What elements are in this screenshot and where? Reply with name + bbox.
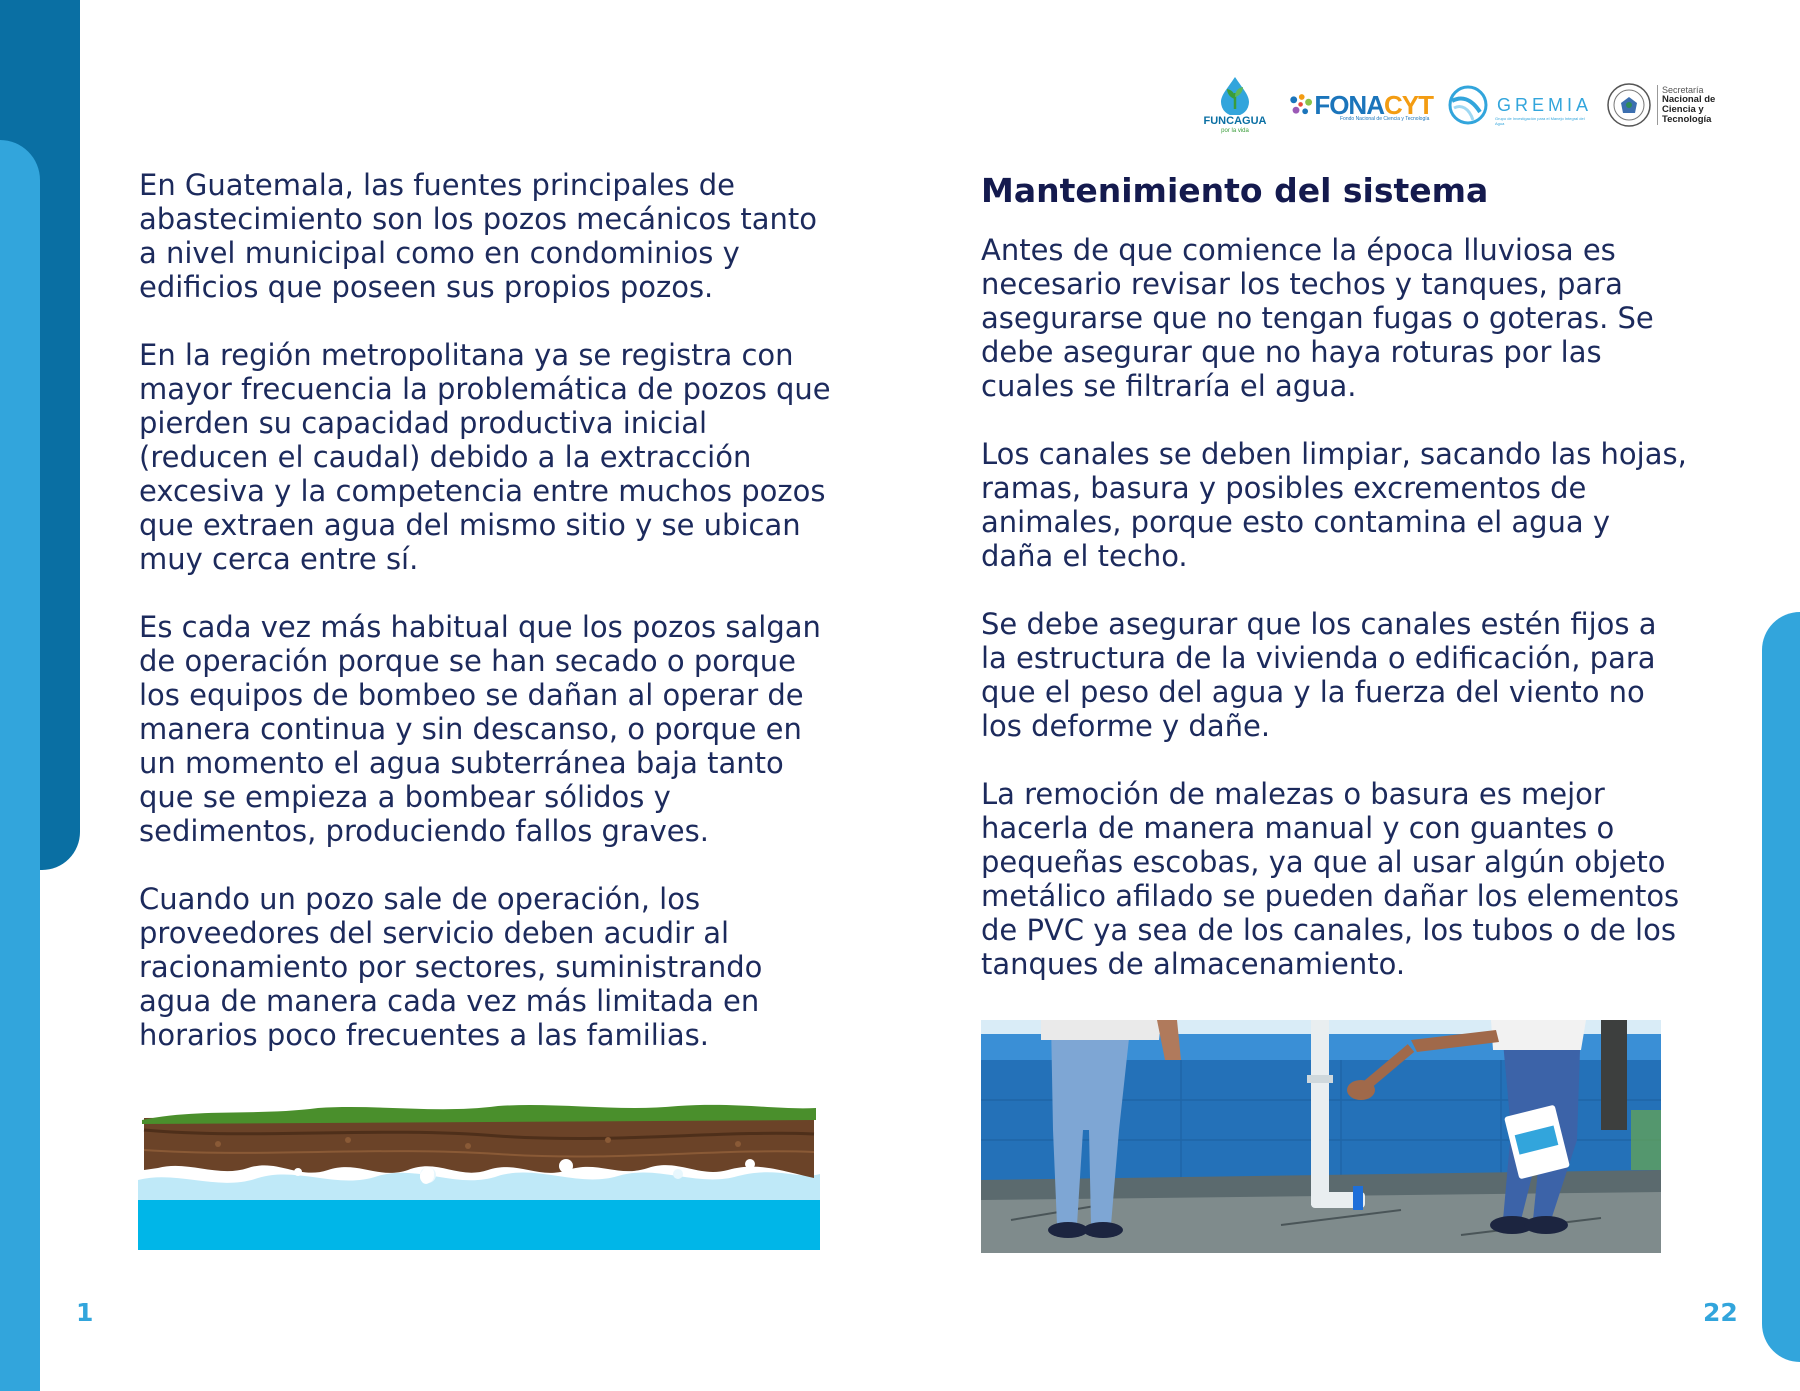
soil-groundwater-illustration (138, 1100, 820, 1250)
left-paragraph-1 (139, 168, 839, 304)
text-line: manera continua y sin descanso, o porque en (139, 712, 802, 746)
text-line: horarios poco frecuentes a las familias. (139, 1018, 709, 1052)
text-line: Se debe asegurar que los canales estén fijos a (981, 607, 1657, 641)
funcagua-tagline: por la vida (1221, 128, 1249, 134)
right-paragraph-4 (981, 777, 1681, 981)
fonacyt-tagline: Fondo Nacional de Ciencia y Tecnología (1340, 116, 1430, 122)
text-line: En Guatemala, las fuentes principales de (139, 168, 735, 202)
text-line: que extraen agua del mismo sitio y se ubican (139, 508, 801, 542)
fonacyt-name-a: FONA (1314, 89, 1384, 120)
left-paragraph-2 (139, 338, 839, 576)
text-line: de PVC ya sea de los canales, los tubos o de los (981, 913, 1676, 947)
left-column-text (139, 168, 839, 1086)
text-line: racionamiento por sectores, suministrando (139, 950, 763, 984)
text-line: debe asegurar que no haya roturas por las (981, 335, 1602, 369)
gremia-wave-icon (1447, 84, 1489, 126)
text-line: que el peso del agua y la fuerza del viento no (981, 675, 1645, 709)
text-line: a nivel municipal como en condominios y (139, 236, 740, 270)
funcagua-logo (1200, 72, 1270, 138)
text-line: Los canales se deben limpiar, sacando las hojas, (981, 437, 1687, 471)
text-line: mayor frecuencia la problemática de pozos que (139, 372, 831, 406)
funcagua-name: FUNCAGUA (1203, 115, 1267, 127)
text-line: Es cada vez más habitual que los pozos salgan (139, 610, 821, 644)
text-line: necesario revisar los techos y tanques, para (981, 267, 1623, 301)
text-line: proveedores del servicio deben acudir al (139, 916, 730, 950)
senacyt-line1: Secretaría (1662, 85, 1704, 95)
senacyt-logo (1605, 72, 1735, 138)
senacyt-line2: Nacional de (1662, 94, 1716, 105)
right-paragraph-2 (981, 437, 1687, 573)
text-line: animales, porque esto contamina el agua y (981, 505, 1611, 539)
text-line: (reducen el caudal) debido a la extracción (139, 440, 752, 474)
text-line: muy cerca entre sí. (139, 542, 419, 576)
water-drop-plant-icon (1215, 75, 1255, 115)
text-line: que se empieza a bombear sólidos y (139, 780, 671, 814)
gremia-name: GREMIA (1496, 94, 1592, 115)
text-line: Cuando un pozo sale de operación, los (139, 882, 701, 916)
right-paragraph-3 (981, 607, 1681, 743)
page-number-left: 1 (76, 1298, 94, 1327)
text-line: de operación porque se han secado o porque (139, 644, 797, 678)
guatemala-coat-of-arms-icon (1605, 81, 1653, 129)
section-title: Mantenimiento del sistema (981, 171, 1489, 210)
text-line: En la región metropolitana ya se registra con (139, 338, 794, 372)
text-line: un momento el agua subterránea baja tanto (139, 746, 784, 780)
maintenance-photo (981, 1020, 1661, 1253)
molecule-icon (1288, 82, 1314, 128)
text-line: cuales se filtraría el agua. (981, 369, 1357, 403)
fonacyt-name-b: CYT (1384, 89, 1433, 120)
text-line: tanques de almacenamiento. (981, 947, 1406, 981)
gremia-tagline: Grupo de Investigación para el Manejo Integral del Agua (1495, 116, 1585, 126)
text-line: edificios que poseen sus propios pozos. (139, 270, 714, 304)
gremia-logo (1447, 72, 1592, 138)
senacyt-line4: Tecnología (1662, 114, 1712, 125)
right-paragraph-1 (981, 233, 1681, 403)
text-line: pequeñas escobas, ya que al usar algún objeto (981, 845, 1666, 879)
right-column-text (981, 171, 1687, 1015)
text-line: asegurarse que no tengan fugas o goteras. Se (981, 301, 1654, 335)
text-line: daña el techo. (981, 539, 1188, 573)
text-line: pierden su capacidad productiva inicial (139, 406, 708, 440)
left-paragraph-3 (139, 610, 839, 848)
right-light-blue-band (1762, 612, 1800, 1362)
text-line: la estructura de la vivienda o edificación, para (981, 641, 1656, 675)
text-line: ramas, basura y posibles excrementos de (981, 471, 1587, 505)
left-light-blue-band (0, 140, 40, 1391)
text-line: los deforme y dañe. (981, 709, 1271, 743)
text-line: Antes de que comience la época lluviosa es (981, 233, 1616, 267)
text-line: metálico afilado se pueden dañar los elementos (981, 879, 1680, 913)
text-line: los equipos de bombeo se dañan al operar de (139, 678, 804, 712)
text-line: sedimentos, produciendo fallos graves. (139, 814, 709, 848)
fonacyt-logo (1288, 72, 1433, 138)
senacyt-line3: Ciencia y (1662, 104, 1704, 115)
text-line: agua de manera cada vez más limitada en (139, 984, 760, 1018)
text-line: abastecimiento son los pozos mecánicos tanto (139, 202, 818, 236)
page-number-right: 22 (1703, 1298, 1738, 1327)
senacyt-text (1657, 85, 1715, 125)
left-paragraph-4 (139, 882, 839, 1052)
text-line: hacerla de manera manual y con guantes o (981, 811, 1615, 845)
text-line: La remoción de malezas o basura es mejor (981, 777, 1605, 811)
text-line: excesiva y la competencia entre muchos pozos (139, 474, 826, 508)
